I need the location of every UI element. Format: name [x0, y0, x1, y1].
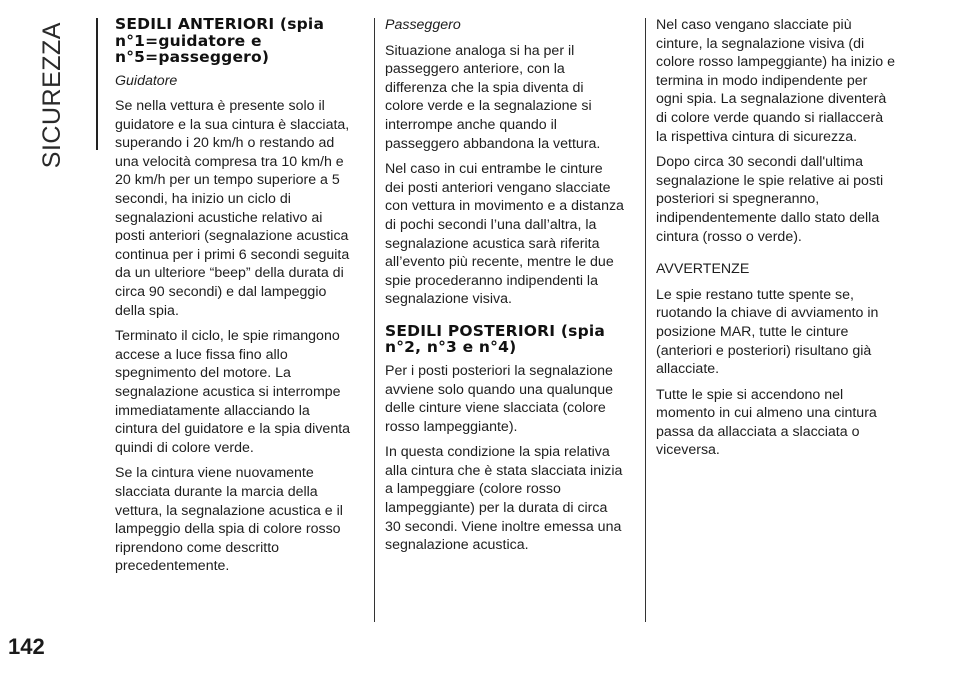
paragraph: Se la cintura viene nuovamente slacciata durante la marcia della vettura, la segnalazione acustica e il lampeggio della spia di colore rosso riprendono come descritto precedentemente.	[115, 465, 343, 575]
paragraph: Dopo circa 30 secondi dall'ultima segnalazione le spie relative ai posti posteriori si spegneranno, indipendentemente dallo stato della cintura (rosso o verde).	[656, 154, 884, 245]
column-divider	[645, 18, 646, 622]
paragraph: Terminato il ciclo, le spie rimangono accese a luce fissa fino allo spegnimento del motore. La segnalazione acustica si interrompe immediatamente allacciando la cintura del guidatore e la spia diventa quindi di colore verde.	[115, 328, 351, 456]
paragraph: Per i posti posteriori la segnalazione avviene solo quando una qualunque delle cinture viene slacciata (colore rosso lampeggiante).	[385, 362, 613, 435]
front-seats-heading: SEDILI ANTERIORI (spia n°1=guidatore e n°5=passeggero)	[115, 15, 325, 66]
column-3	[656, 16, 896, 467]
section-marker-rule	[96, 18, 98, 150]
paragraph: Situazione analoga si ha per il passeggero anteriore, con la differenza che la spia diventa di colore verde e la segnalazione si interrompe anche quando il passeggero abbandona la vettura.	[385, 42, 601, 152]
driver-subheading: Guidatore	[115, 72, 178, 89]
paragraph: Le spie restano tutte spente se, ruotando la chiave di avviamento in posizione MAR, tutte le cinture (anteriori e posteriori) risultano già allacciate.	[656, 286, 879, 378]
section-label: SICUREZZA	[38, 22, 66, 169]
column-1	[115, 16, 355, 583]
page-number: 142	[8, 634, 45, 659]
warning-title: AVVERTENZE	[656, 261, 750, 278]
paragraph: Nel caso in cui entrambe le cinture dei posti anteriori vengano slacciate con vettura in movimento e a distanza di pochi secondi l’una dall’altra, la segnalazione acustica sarà riferita all’evento più recente, mentre le due spie procederanno indipendenti la segnalazione visiva.	[385, 161, 624, 308]
paragraph: In questa condizione la spia relativa alla cintura che è stata slacciata inizia a lampeggiare (colore rosso lampeggiante) per la durata di circa 30 secondi. Viene inoltre emessa una segnalazione acustica.	[385, 444, 623, 554]
paragraph: Nel caso vengano slacciate più cinture, la segnalazione visiva (di colore rosso lampeggiante) ha inizio e termina in modo indipendente per ogni spia. La segnalazione diventerà di colore verde quando si riallaccerà la rispettiva cintura di sicurezza.	[656, 17, 895, 145]
column-divider	[374, 18, 375, 622]
paragraph: Tutte le spie si accendono nel momento in cui almeno una cintura passa da allacciata a slacciata o viceversa.	[656, 386, 877, 459]
column-2	[385, 16, 625, 562]
passenger-subheading: Passeggero	[385, 17, 461, 33]
paragraph: Se nella vettura è presente solo il guidatore e la sua cintura è slacciata, superando i 20 km/h o restando ad una velocità compresa tra 10 km/h e 20 km/h per un tempo superiore a 5 secondi, ha inizio un ciclo di segnalazioni acustiche relativo ai posti anteriori (segnalazione acustica continua per i primi 6 secondi seguita da un ulteriore “beep” della durata di circa 90 secondi) e dal lampeggio della spia.	[115, 98, 350, 319]
rear-seats-heading: SEDILI POSTERIORI (spia n°2, n°3 e n°4)	[385, 321, 606, 357]
